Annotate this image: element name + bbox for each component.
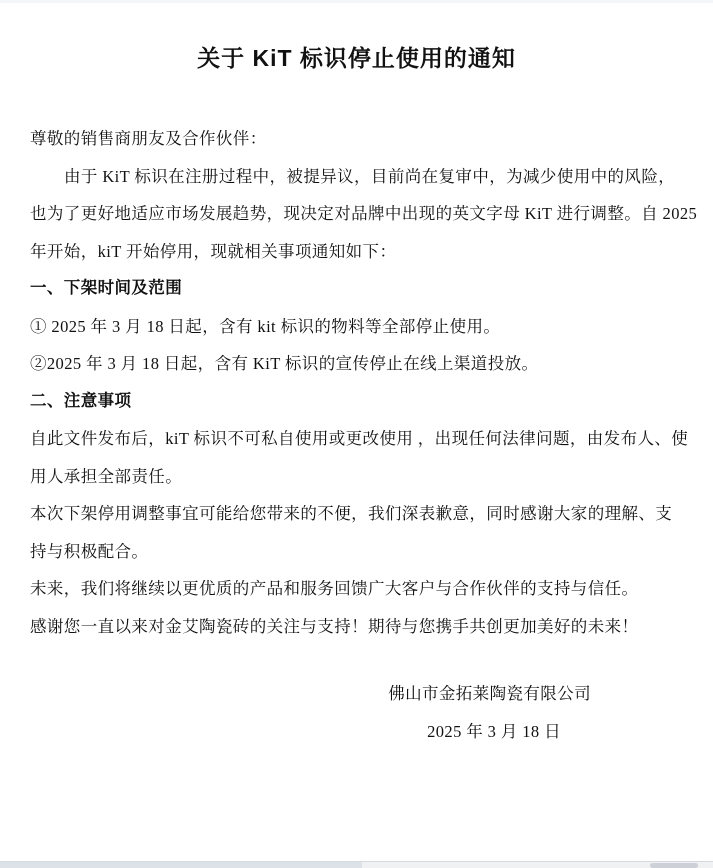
body-line: 自此文件发布后，kiT 标识不可私自使用或更改使用 ，出现任何法律问题，由发布人、使	[30, 429, 689, 448]
document-title	[30, 38, 683, 78]
horizontal-scrollbar-thumb[interactable]	[0, 862, 362, 868]
signature-company: 佛山市金拓莱陶瓷有限公司	[388, 684, 591, 703]
section-heading-1: 一、下架时间及范围	[30, 279, 183, 297]
document-body	[30, 120, 698, 751]
body-line: 由于 KiT 标识在注册过程中，被提异议，目前尚在复审中，为减少使用中的风险，	[64, 166, 676, 186]
document-title-text: 关于 KiT 标识停止使用的通知	[197, 45, 516, 71]
signature-block	[30, 675, 683, 751]
body-line: 也为了更好地适应市场发展趋势，现决定对品牌中出现的英文字母 KiT 进行调整。自 2025	[30, 204, 698, 223]
window-top-edge	[0, 0, 713, 3]
body-line: 本次下架停用调整事宜可能给您带来的不便，我们深表歉意，同时感谢大家的理解、支	[30, 504, 673, 523]
horizontal-scrollbar-track[interactable]	[0, 861, 713, 868]
body-line: 持与积极配合。	[30, 541, 149, 561]
body-line: 年开始，kiT 开始停用，现就相关事项通知如下：	[30, 241, 397, 261]
list-item-2: ②2025 年 3 月 18 日起，含有 KiT 标识的宣传停止在线上渠道投放。	[30, 354, 539, 373]
scrollbar-right-fragment[interactable]	[650, 863, 698, 868]
list-item-1: ① 2025 年 3 月 18 日起，含有 kit 标识的物料等全部停止使用。	[30, 316, 501, 336]
body-line: 用人承担全部责任。	[30, 466, 183, 486]
body-line: 未来，我们将继续以更优质的产品和服务回馈广大客户与合作伙伴的支持与信任。	[30, 579, 639, 598]
signature-date: 2025 年 3 月 18 日	[427, 722, 561, 741]
body-line: 感谢您一直以来对金艾陶瓷砖的关注与支持！期待与您携手共创更加美好的未来！	[30, 616, 639, 636]
section-heading-2: 二、注意事项	[30, 391, 132, 410]
greeting-line: 尊敬的销售商朋友及合作伙伴：	[30, 129, 267, 148]
